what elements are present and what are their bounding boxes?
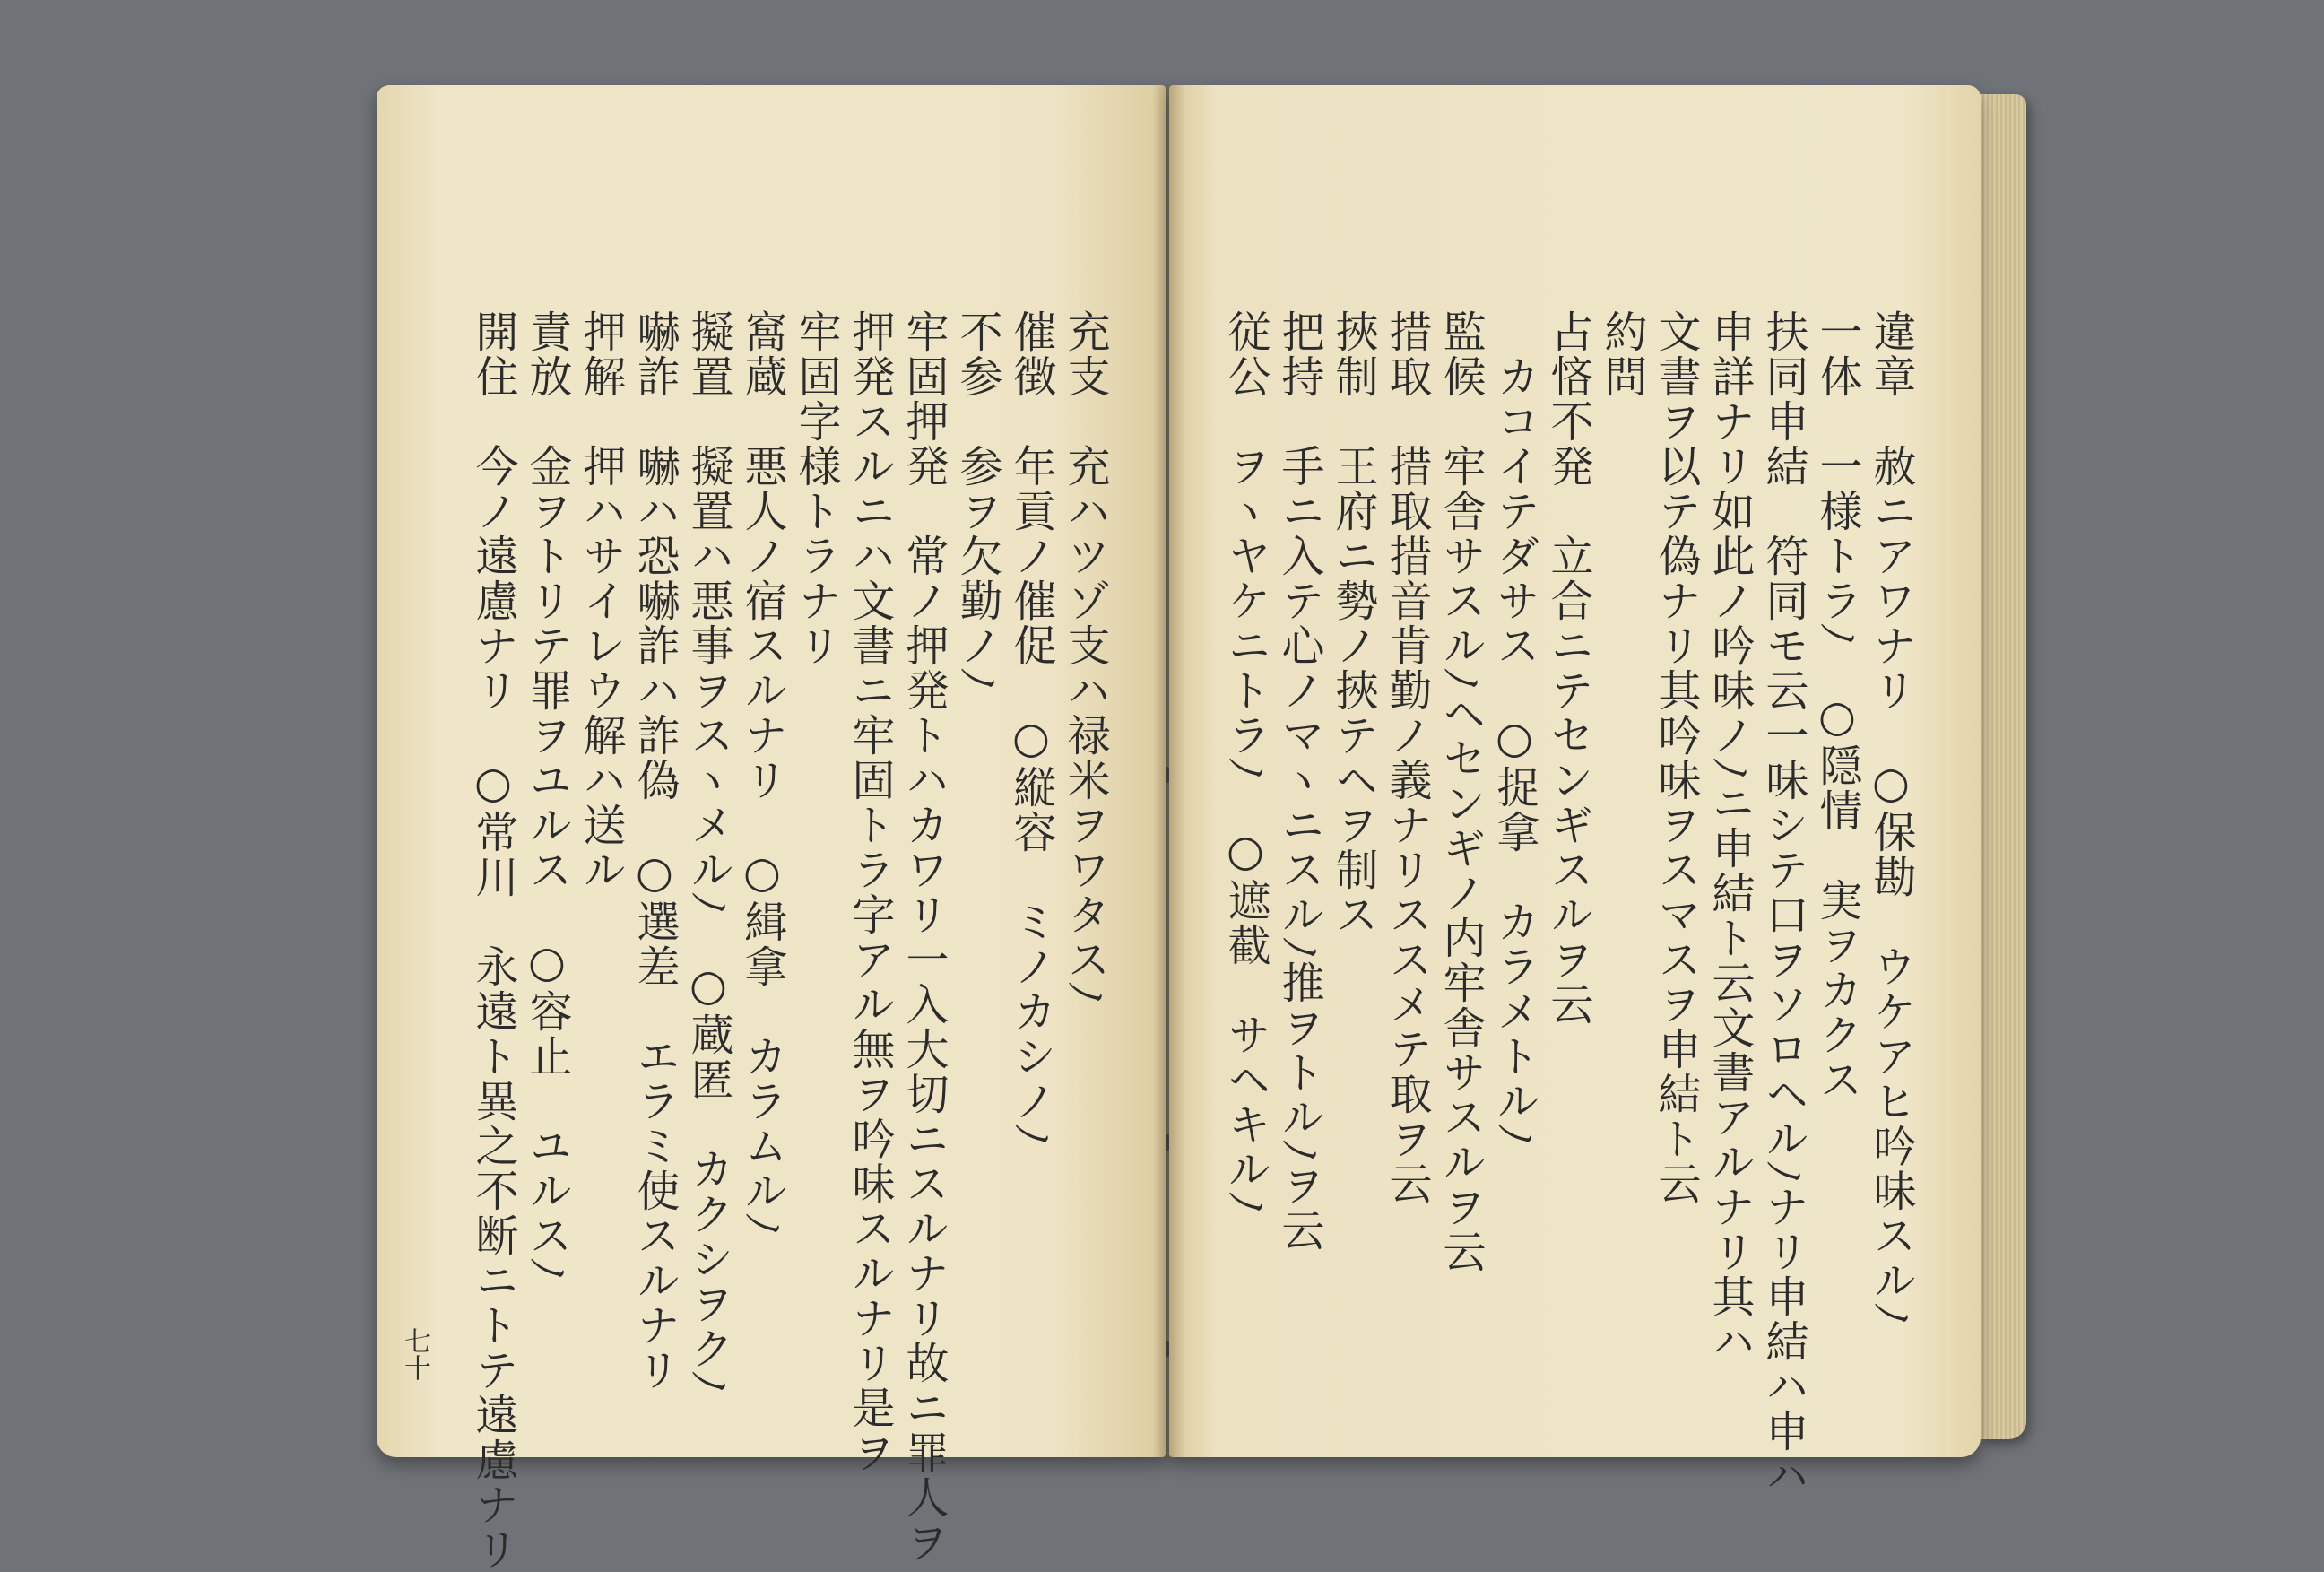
binding-stitch (1166, 767, 1169, 783)
text-column: 申詳ナリ如此ノ吟味ノﾉニ申結ト云文書アルナリ其ハ (1704, 309, 1755, 1364)
text-column: 充支 充ハツゾ支ハ禄米ヲワタスﾉ (1060, 309, 1110, 1006)
folio-number: 七十 (399, 1327, 430, 1381)
text-column: 催徴 年貢ノ催促 ○縦容 ミノカシノﾉ (1006, 309, 1056, 1148)
text-column: 文書ヲ以テ偽ナリ其吟味ヲスマスヲ申結ト云 (1651, 309, 1701, 1206)
binding-stitch (1166, 1341, 1169, 1357)
text-column: 押発スルニハ文書ニ牢固トラ字アル無ヲ吟味スルナリ是ヲ (845, 309, 895, 1475)
text-column: 挾制 王府ニ勢ノ挾テヘヲ制ス (1328, 309, 1378, 937)
right-page-text (1218, 309, 1918, 1498)
text-column: 扶同申結 符同モ云一味シテ口ヲソロヘルﾉナリ申結ハ申ハ (1758, 309, 1808, 1498)
text-column: 擬置 擬置ハ悪事ヲスヽメルﾉ ○蔵匿 カクシヲクﾉ (683, 309, 733, 1394)
text-column: 嚇詐 嚇ハ恐嚇詐ハ詐偽 ○選差 エラミ使スルナリ (629, 309, 680, 1393)
page-edges (1980, 94, 2026, 1439)
text-column: 押解 押ハサイレウ解ハ送ル (576, 309, 626, 892)
text-column: 一体 一様トラﾉ ○隠情 実ヲカクス (1812, 309, 1862, 1103)
text-column: 措取 措取措音肯勤ノ義ナリススメテ取ヲ云 (1382, 309, 1432, 1206)
text-column: 違章 赦ニアワナリ ○保勘 ウケアヒ吟味スルﾉ (1866, 309, 1916, 1326)
text-column: 占悋不発 立合ニテセンギスルヲ云 (1543, 309, 1593, 1027)
text-column: 牢固押発 常ノ押発トハカワリ一入大切ニスルナリ故ニ罪人ヲ (898, 309, 949, 1565)
text-column: 責放 金ヲトリテ罪ヲユルス ○容止 ユルスﾉ (522, 309, 572, 1281)
right-page (1169, 85, 1981, 1498)
text-column: 約問 (1597, 309, 1647, 399)
open-book (377, 85, 2026, 1572)
text-column: 牢固字様トラナリ (791, 309, 841, 668)
text-column: 不参 参ヲ欠勤ノﾉ (952, 309, 1002, 692)
text-column: 開住 今ノ遠慮ナリ ○常川 永遠ト異之不断ニトテ遠慮ナリ (468, 309, 518, 1572)
binding-stitch (1166, 1134, 1169, 1151)
book-gutter (1153, 85, 1185, 1457)
text-column: 窩蔵 悪人ノ宿スルナリ ○緝拿 カラムルﾉ (737, 309, 787, 1237)
text-column: 把持 手ニ入テ心ノマヽニスルﾉ推ヲトルﾉヲ云 (1274, 309, 1324, 1254)
left-page-text (466, 309, 1112, 1572)
left-page (377, 85, 1166, 1572)
text-column: 監候 牢舎サスルﾉヘセンギノ内牢舎サスルヲ云 (1435, 309, 1486, 1274)
text-column: 従公 ヲヽヤケニトラﾉ ○遮截 サヘキルﾉ (1220, 309, 1270, 1216)
text-column: カコイテダサス ○捉拿 カラメトルﾉ (1489, 309, 1539, 1148)
